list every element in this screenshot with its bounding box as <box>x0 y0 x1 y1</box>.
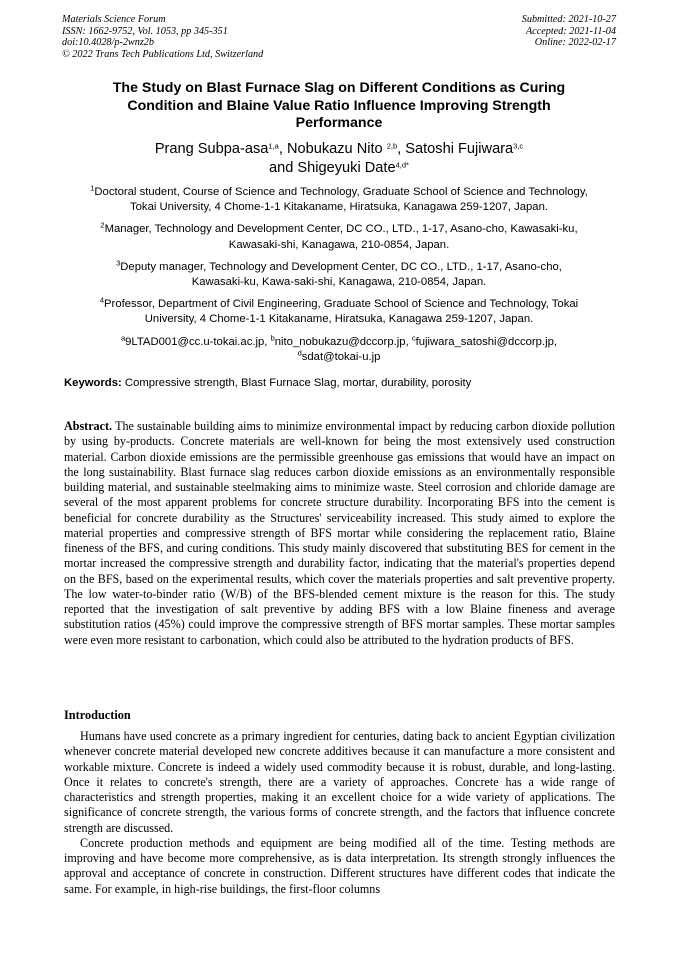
paper-title <box>62 80 616 133</box>
journal-name: Materials Science Forum <box>62 14 166 25</box>
author-name: and Shigeyuki Date <box>269 160 396 176</box>
journal-header <box>62 14 263 60</box>
abstract <box>64 419 615 648</box>
keywords-label: Keywords: <box>64 377 122 389</box>
author-name: Satoshi Fujiwara <box>405 141 514 157</box>
affiliation-num: 4 <box>99 295 105 305</box>
email-link[interactable]: sdat@tokai-u.jp <box>301 350 381 363</box>
affiliation-text: Manager, Technology and Development Center, DC CO., LTD., 1-17, Asano-cho, Kawasaki-ku, <box>104 223 578 236</box>
journal-copyright: © 2022 Trans Tech Publications Ltd, Switzerland <box>62 48 264 60</box>
author-sep: , <box>278 141 287 157</box>
author-name: Nobukazu Nito <box>286 141 387 157</box>
affiliation-num: 3 <box>116 258 121 268</box>
title-line: Condition and Blaine Value Ratio Influence Improving Strength <box>127 97 551 114</box>
affiliation-text: Kawasaki-ku, Kawa-saki-shi, Kanagawa, 210-0854, Japan. <box>191 276 487 289</box>
accepted-date: Accepted: 2021-11-04 <box>525 25 616 37</box>
author-sup: 3,c <box>513 141 524 151</box>
affiliation <box>62 185 616 215</box>
email-link[interactable]: 9LTAD001@cc.u-tokai.ac.jp, <box>125 335 271 348</box>
affiliation-text: Tokai University, 4 Chome-1-1 Kitakaname, Hiratsuka, Kanagawa 259-1207, Japan. <box>130 201 548 214</box>
author-sup: 4,d* <box>395 160 409 170</box>
author-line <box>62 140 616 159</box>
affiliations <box>62 185 616 365</box>
introduction <box>64 729 615 897</box>
keywords <box>64 377 471 389</box>
affiliation <box>62 222 616 252</box>
online-date: Online: 2022-02-17 <box>534 37 616 48</box>
affiliation-num: 2 <box>100 220 105 230</box>
affiliation-text: Professor, Department of Civil Engineering, Graduate School of Science and Technology, Tokai <box>104 298 579 311</box>
affiliation <box>62 260 616 290</box>
email-sup: a <box>120 333 126 343</box>
author-line <box>62 159 616 178</box>
author-sup: 1,a <box>268 141 279 151</box>
author-sep: , <box>397 141 406 157</box>
email-sup: d <box>297 348 302 358</box>
email-sup: b <box>270 333 275 343</box>
email-link[interactable]: fujiwara_satoshi@dccorp.jp, <box>415 335 558 348</box>
author-list <box>62 140 616 178</box>
email-link[interactable]: nito_nobukazu@dccorp.jp, <box>274 335 412 348</box>
title-line: The Study on Blast Furnace Slag on Different Conditions as Curing <box>112 80 566 96</box>
affiliation-text: Deputy manager, Technology and Development Center, DC CO., LTD., 1-17, Asano-cho, <box>120 260 562 273</box>
email-list <box>62 335 616 365</box>
affiliation-num: 1 <box>90 183 95 193</box>
journal-doi: doi:10.4028/p-2wnz2b <box>62 37 154 48</box>
introduction-heading: Introduction <box>64 708 131 722</box>
submitted-date: Submitted: 2021-10-27 <box>521 14 616 25</box>
affiliation-text: Kawasaki-shi, Kanagawa, 210-0854, Japan. <box>228 238 450 251</box>
title-line: Performance <box>295 115 383 131</box>
journal-issn: ISSN: 1662-9752, Vol. 1053, pp 345-351 <box>62 25 228 37</box>
dates-header <box>522 14 616 49</box>
affiliation-text: University, 4 Chome-1-1 Kitakaname, Hiratsuka, Kanagawa 259-1207, Japan. <box>144 313 534 326</box>
keywords-text: Compressive strength, Blast Furnace Slag, mortar, durability, porosity <box>124 377 472 389</box>
author-sup: 2,b <box>386 141 398 151</box>
affiliation <box>62 297 616 327</box>
introduction-paragraph: Concrete production methods and equipment are being modified all of the time. Testing methods are improving and have become more comprehensive, as is data interpretation. Its strength strongly influences the approval and acceptance of concrete in construction. Different structures have different codes that indicate the same. For example, in high-rise buildings, the first-floor columns <box>64 835 615 896</box>
email-sup: c <box>411 333 416 343</box>
abstract-text: The sustainable building aims to minimize environmental impact by reducing carbon dioxide pollution by using by-products. Concrete materials are well-known for being the most extensively used construction material. Carbon dioxide emissions are the permissible greenhouse gas emissions that would have an impact on the long sustainability. Blast furnace slag reduces carbon dioxide emissions as an environmentally responsible building material, and sustainable steelmaking aims to minimize waste. Steel corrosion and chloride damage are several of the most apparent problems for concrete structure durability. Incorporating BFS into the cement is beneficial for concrete durability as the Structures' serviceability increased. This study aimed to explore the material properties and compressive strength of BFS mortar while considering the replacement ratio, Blaine fineness of the BFS, and curing conditions. This study mainly discovered that substituting BES for cement in the mortar increased the compressive strength and durability factor, indicating that the material's properties depend on the BFS, based on the experimental results, which cover the materials properties and salt preventive property. The low water-to-binder ratio (W/B) of the BFS-blended cement mixture is the reason for this. The study reported that the investigation of salt preventive by adding BFS with a low Blaine fineness and average substitution ratios (45%) could improve the compressive strength of BFS mortar samples. These mortar samples were even more resistant to carbonation, which could also be attributed to the hydration products of BFS. <box>64 419 615 647</box>
introduction-paragraph: Humans have used concrete as a primary ingredient for centuries, dating back to ancient Egyptian civilization whenever concrete material developed new concrete additives because it can manufacture a more consistent and workable mixture. Concrete is indeed a widely used commodity because it is robust, durable, and long-lasting. Once it relates to concrete's strength, there are a variety of approaches. Concrete has a wide range of characteristics and strength properties, making it an excellent choice for a wide variety of applications. The significance of concrete strength, the various forms of concrete strength, and the factors that influence concrete strength are discussed. <box>64 729 615 835</box>
abstract-label: Abstract. <box>64 419 113 433</box>
author-name: Prang Subpa-asa <box>154 141 269 157</box>
affiliation-text: Doctoral student, Course of Science and Technology, Graduate School of Science and Technology, <box>94 186 588 198</box>
